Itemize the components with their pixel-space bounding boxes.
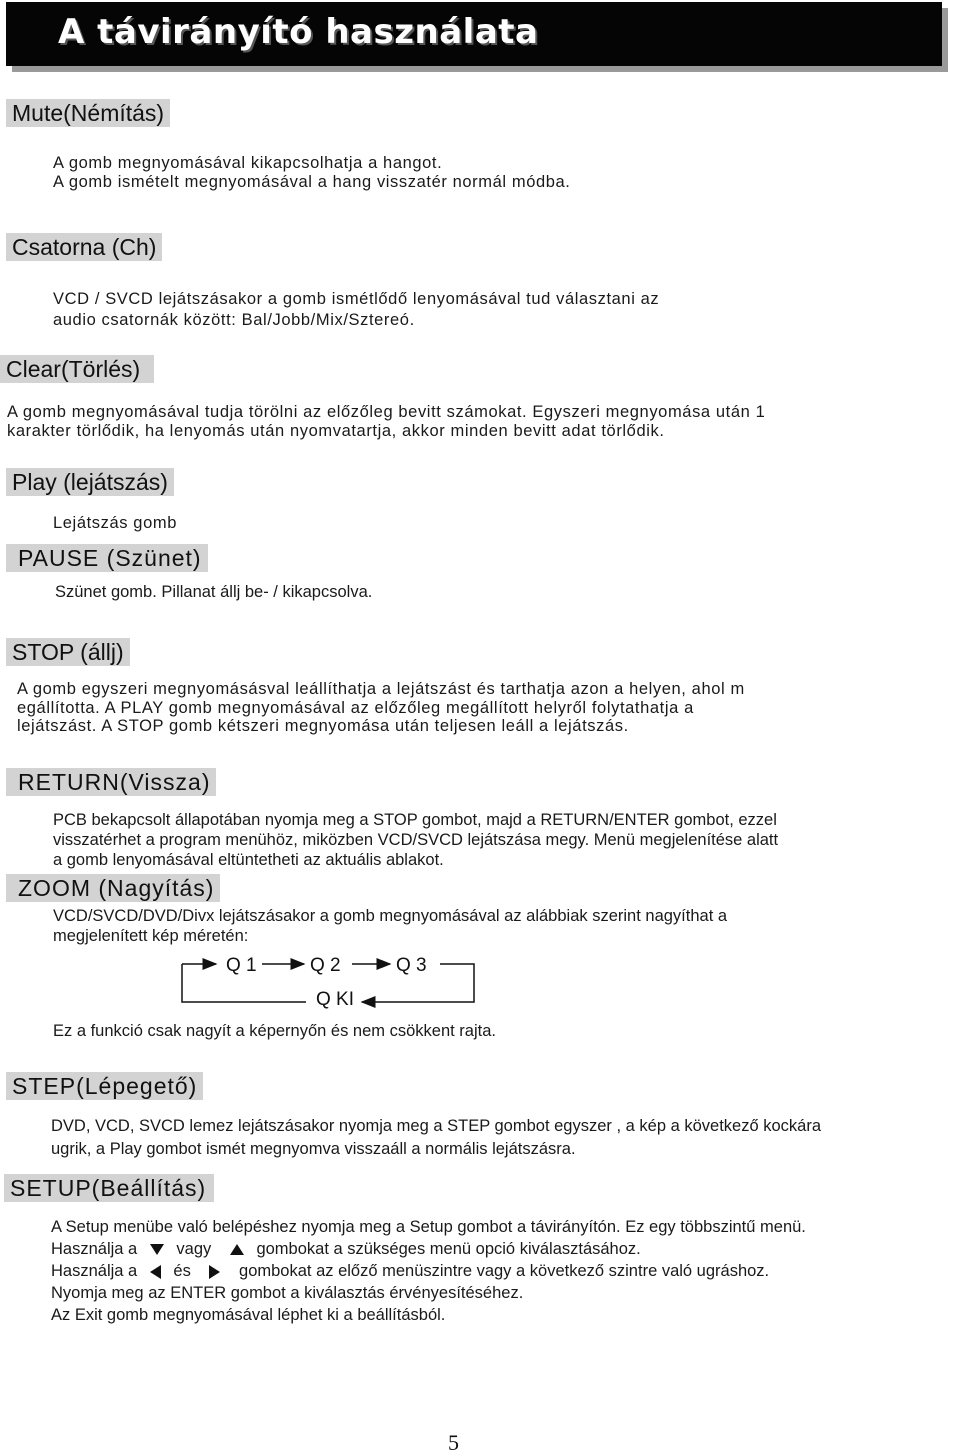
channel-line-2: audio csatornák között: Bal/Jobb/Mix/Sztereó. (53, 311, 415, 329)
clear-line-1: A gomb megnyomásával tudja törölni az előzőleg bevitt számokat. Egyszeri megnyomása után 1 (7, 403, 766, 421)
zoom-step-off: Q KI (316, 989, 355, 1010)
setup-line-2-post: gombokat a szükséges menü opció kiválasztásához. (256, 1240, 641, 1258)
setup-line-3-pre: Használja a (51, 1262, 138, 1280)
mute-text (53, 154, 570, 191)
step-text (51, 1115, 821, 1161)
page-title: A távirányító használata (58, 12, 539, 52)
up-arrow-icon (230, 1244, 244, 1255)
stop-text (17, 680, 745, 736)
section-heading-play: Play (lejátszás) (6, 468, 174, 496)
pause-text (55, 582, 372, 602)
setup-line-3 (51, 1260, 806, 1282)
section-heading-channel: Csatorna (Ch) (6, 233, 162, 261)
setup-text (51, 1216, 806, 1326)
zoom-line-2: megjelenített kép méretén: (53, 927, 249, 945)
zoom-step-q1: Q 1 (226, 955, 257, 976)
right-arrow-icon (209, 1265, 220, 1279)
zoom-note: Ez a funkció csak nagyít a képernyőn és nem csökkent rajta. (53, 1022, 496, 1040)
channel-text (53, 289, 659, 331)
step-line-2: ugrik, a Play gombot ismét megnyomva visszaáll a normális lejátszásra. (51, 1140, 576, 1158)
mute-line-2: A gomb ismételt megnyomásával a hang visszatér normál módba. (53, 172, 571, 191)
setup-line-2 (51, 1238, 806, 1260)
zoom-cycle-diagram (178, 950, 480, 1012)
channel-line-1: VCD / SVCD lejátszásakor a gomb ismétlődő lenyomásával tud választani az (53, 290, 660, 308)
play-text (53, 514, 177, 533)
zoom-line-1: VCD/SVCD/DVD/Divx lejátszásakor a gomb megnyomásával az alábbiak szerint nagyíthat a (53, 907, 728, 925)
section-heading-step: STEP(Lépegető) (6, 1072, 203, 1100)
mute-line-1: A gomb megnyomásával kikapcsolhatja a hangot. (53, 154, 443, 172)
stop-line-3: lejátszást. A STOP gomb kétszeri megnyomása után teljesen leáll a lejátszás. (17, 717, 629, 735)
setup-line-4: Nyomja meg az ENTER gombot a kiválasztás érvényesítéséhez. (51, 1284, 524, 1302)
play-line-1: Lejátszás gomb (53, 514, 177, 532)
return-line-3: a gomb lenyomásával eltüntetheti az aktuális ablakot. (53, 851, 444, 869)
clear-text (7, 403, 765, 440)
setup-line-3-post: gombokat az előző menüszintre vagy a következő szintre való ugráshoz. (239, 1262, 770, 1280)
setup-line-3-mid: és (173, 1262, 191, 1280)
section-heading-stop: STOP (állj) (6, 638, 130, 666)
stop-line-1: A gomb egyszeri megnyomásásval leállíthatja a lejátszást és tarthatja azon a helyen, ahol m (17, 680, 745, 698)
section-heading-mute: Mute(Némítás) (6, 99, 170, 127)
section-heading-setup: SETUP(Beállítás) (4, 1174, 214, 1202)
section-heading-pause: PAUSE (Szünet) (6, 544, 208, 572)
step-line-1: DVD, VCD, SVCD lemez lejátszásakor nyomja meg a STEP gombot egyszer , a kép a következő kockára (51, 1117, 822, 1135)
section-heading-return: RETURN(Vissza) (6, 768, 216, 796)
pause-line-1: Szünet gomb. Pillanat állj be- / kikapcsolva. (55, 583, 373, 601)
setup-line-5: Az Exit gomb megnyomásával léphet ki a beállításból. (51, 1306, 446, 1324)
return-line-2: visszatérhet a program menühöz, miközben VCD/SVCD lejátszása megy. Menü megjelenítése alatt (53, 831, 779, 849)
return-line-1: PCB bekapcsolt állapotában nyomja meg a STOP gombot, majd a RETURN/ENTER gombot, ezzel (53, 811, 777, 829)
zoom-step-q2: Q 2 (310, 955, 341, 976)
title-bar (6, 2, 942, 66)
setup-line-2-mid: vagy (176, 1240, 212, 1258)
clear-line-2: karakter törlődik, ha lenyomás után nyomvatartja, akkor minden bevitt adat törlődik. (7, 421, 665, 440)
down-arrow-icon (150, 1244, 164, 1255)
return-text (53, 810, 778, 870)
zoom-step-q3: Q 3 (396, 955, 427, 976)
page-number: 5 (448, 1430, 459, 1455)
stop-line-2: egállította. A PLAY gomb megnyomásával az előzőleg megállított helyről folytathatja a (17, 698, 694, 717)
setup-line-1: A Setup menübe való belépéshez nyomja meg a Setup gombot a távirányítón. Ez egy többszintű menü. (51, 1218, 806, 1236)
left-arrow-icon (150, 1265, 161, 1279)
setup-line-2-pre: Használja a (51, 1240, 138, 1258)
section-heading-clear: Clear(Törlés) (0, 355, 154, 383)
section-heading-zoom: ZOOM (Nagyítás) (6, 874, 220, 902)
zoom-text (53, 906, 727, 946)
